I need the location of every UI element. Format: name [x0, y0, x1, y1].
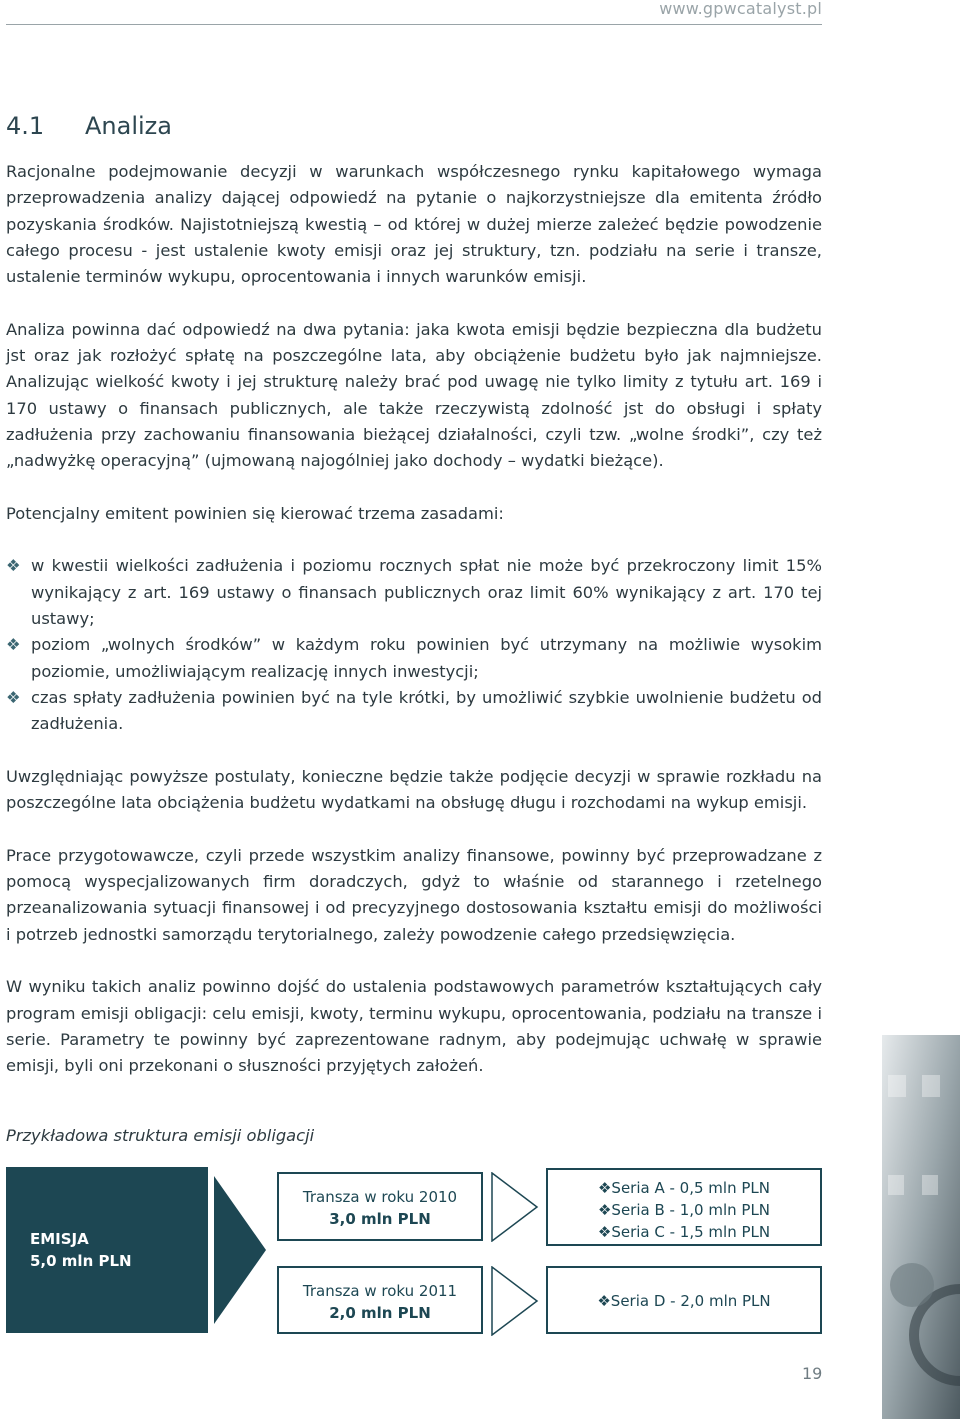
tranche-box-2011 — [277, 1266, 483, 1334]
emisja-arrow — [214, 1176, 266, 1324]
list-item — [6, 553, 822, 632]
series-item: ❖Seria C - 1,5 mln PLN — [597, 1223, 771, 1241]
tranche-label: Transza w roku 2010 — [302, 1188, 458, 1206]
body-text — [6, 159, 822, 1106]
gear-decoration-icon — [882, 1035, 960, 1419]
list-item-text: czas spłaty zadłużenia powinien być na tyle krótki, by umożliwić szybkie uwolnienie budżetu od zadłużenia. — [31, 687, 822, 734]
emisja-amount: 5,0 mln PLN — [30, 1252, 132, 1270]
emisja-box — [6, 1167, 208, 1333]
paragraph: Uwzględniając powyższe postulaty, konieczne będzie także podjęcie decyzji w sprawie rozkładu na poszczególne lata obciążenia budżetu wydatkami na obsługę długu i rozchodami na wykup emisji. — [6, 766, 822, 813]
tranche-arrow — [491, 1172, 539, 1242]
site-url: www.gpwcatalyst.pl — [659, 0, 822, 18]
paragraph: Racjonalne podejmowanie decyzji w warunkach współczesnego rynku kapitałowego wymaga przeprowadzenia analizy dającej odpowiedź na pytanie o najkorzystniejsze dla emitenta źródło pozyskania środków. Najistotniejszą kwestią – od której w dużej mierze zależeć będzie powodzenie całego procesu - jest ustalenie kwoty emisji oraz jej struktury, tzn. podziału na serie i transze, ustalenie terminów wykupu, oprocentowania i innych warunków emisji. — [6, 162, 822, 287]
bullet-icon: ❖ — [6, 687, 21, 707]
series-item: ❖Seria B - 1,0 mln PLN — [597, 1201, 771, 1219]
series-box — [546, 1266, 822, 1334]
section-number: 4.1 — [6, 112, 45, 141]
series-item: ❖Seria D - 2,0 mln PLN — [597, 1292, 771, 1310]
page-number: 19 — [802, 1364, 823, 1383]
series-box — [546, 1168, 822, 1246]
series-item: ❖Seria A - 0,5 mln PLN — [597, 1179, 770, 1197]
section-heading — [6, 112, 172, 140]
emisja-label: EMISJA — [30, 1230, 89, 1248]
list-item — [6, 632, 822, 685]
tranche-arrow — [491, 1266, 539, 1336]
principles-list — [6, 553, 822, 737]
tranche-amount: 3,0 mln PLN — [329, 1210, 431, 1228]
list-item-text: poziom „wolnych środków” w każdym roku powinien być utrzymany na możliwie wysokim poziomie, umożliwiającym realizację innych inwestycji; — [31, 635, 822, 681]
paragraph: Prace przygotowawcze, czyli przede wszystkim analizy finansowe, powinny być przeprowadzane z pomocą wyspecjalizowanych firm doradczych, gdyż to właśnie od starannego i rzetelnego przeanalizowania sytuacji finansowej i od precyzyjnego dostosowania kształtu emisji do możliwości i potrzeb jednostki samorządu terytorialnego, zależy powodzenie całego przedsięwzięcia. — [6, 845, 822, 944]
tranche-amount: 2,0 mln PLN — [329, 1304, 431, 1322]
tranche-label: Transza w roku 2011 — [302, 1282, 458, 1300]
tranche-box-2010 — [277, 1172, 483, 1241]
paragraph: W wyniku takich analiz powinno dojść do ustalenia podstawowych parametrów kształtujących cały program emisji obligacji: celu emisji, kwoty, terminu wykupu, oprocentowania, podziału na transze i serie. Parametry te powinny być zaprezentowane radnym, aby podejmując uchwałę w sprawie emisji, byli oni przekonani o słuszności przyjętych założeń. — [6, 977, 822, 1076]
paragraph: Potencjalny emitent powinien się kierować trzema zasadami: — [6, 503, 504, 523]
header-divider — [6, 24, 822, 25]
bullet-icon: ❖ — [6, 635, 21, 655]
list-item-text: w kwestii wielkości zadłużenia i poziomu rocznych spłat nie może być przekroczony limit 15% wynikający z art. 169 ustawy o finansach publicznych oraz limit 60% wynikający z art. 170 tej ustawy; — [31, 556, 822, 629]
section-title: Analiza — [85, 112, 172, 141]
paragraph: Analiza powinna dać odpowiedź na dwa pytania: jaka kwota emisji będzie bezpieczna dla budżetu jst oraz jak rozłożyć spłatę na poszczególne lata, aby obciążenie budżetu było jak najmniejsze. Analizując wielkość kwoty i jej strukturę należy brać pod uwagę nie tylko limity z tytułu art. 169 i 170 ustawy o finansach publicznych, ale także rzeczywistą zdolność jst do obsługi i spłaty zadłużenia przy zachowaniu finansowania bieżącej działalności, czyli tzw. „wolne środki”, czy też „nadwyżkę operacyjną” (ujmowaną najogólniej jako dochody – wydatki bieżące). — [6, 319, 822, 471]
list-item — [6, 685, 822, 738]
diagram-caption: Przykładowa struktura emisji obligacji — [6, 1126, 315, 1145]
bullet-icon: ❖ — [6, 556, 21, 576]
